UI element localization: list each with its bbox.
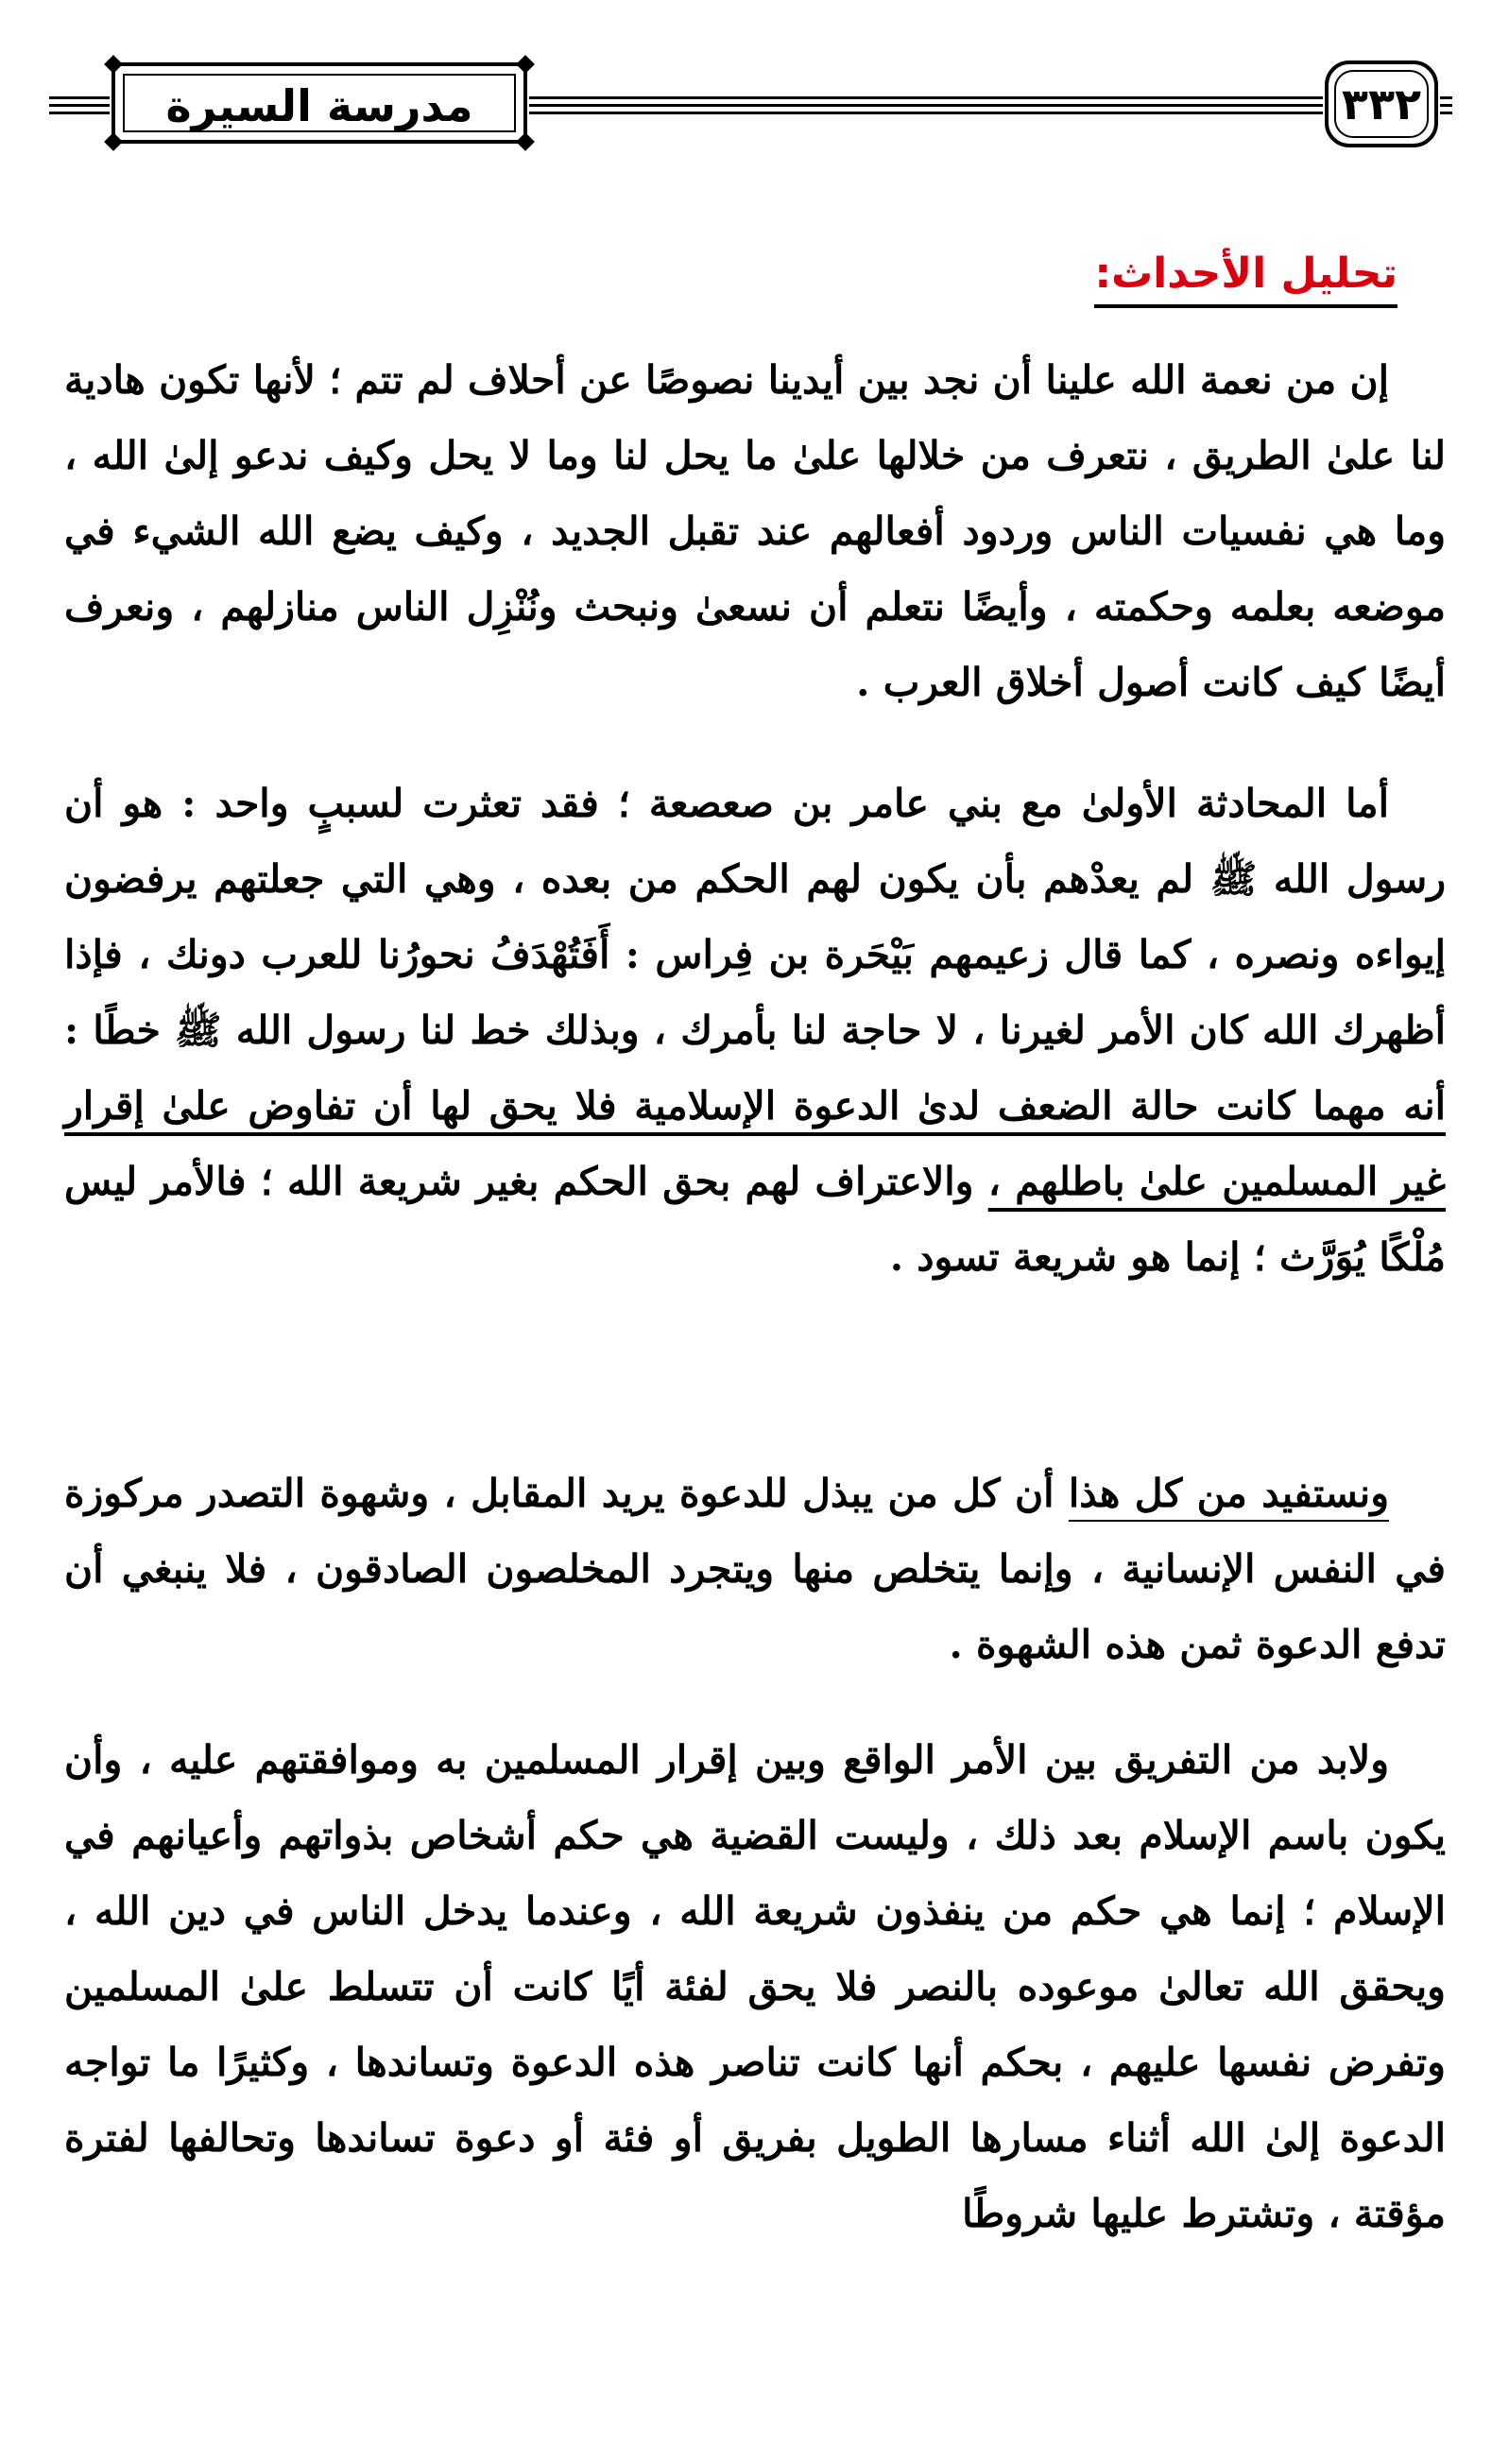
header-rule: [49, 112, 110, 114]
paragraph-text: [64, 1722, 1446, 2251]
paragraph-text: [64, 342, 1446, 720]
paragraph-text-run: ولابد من التفريق بين الأمر الواقع وبين إقرار المسلمين به وموافقتهم عليه ، وأن يكون باسم الإسلام بعد ذلك ، وليست القضية هي حكم أشخاص بذواتهم وأعيانهم في الإسلام ؛ إنما هي حكم من ينفذون شريعة الله ، وعندما يدخل الناس في دين الله ، ويحقق الله تعالىٰ موعوده بالنصر فلا يحق لفئة أيًا كانت أن تتسلط علىٰ المسلمين وتفرض نفسها عليهم ، بحكم أنها كانت تناصر هذه الدعوة وتساندها ، وكثيرًا ما تواجه الدعوة إلىٰ الله أثناء مسارها الطويل بفريق أو فئة أو دعوة تساندها وتحالفها لفترة مؤقتة ، وتشترط عليها شروطًا: [64, 1737, 1446, 2236]
book-title: مدرسة السيرة: [165, 80, 473, 131]
book-title-frame: [111, 62, 527, 144]
header-rule: [1440, 112, 1452, 114]
header-rule: [1440, 96, 1452, 99]
page-number: ٣٣٢: [1341, 78, 1422, 129]
paragraph-text: [64, 1456, 1446, 1682]
ornament-icon: [516, 132, 535, 151]
ornament-icon: [516, 55, 535, 74]
paragraph-text-run: أما المحادثة الأولىٰ مع بني عامر بن صعصعة ؛ فقد تعثرت لسببٍ واحد : هو أن رسول الله ﷺ لم يعدْهم بأن يكون لهم الحكم من بعده ، وهي التي جعلتهم يرفضون إيواءه ونصره ، كما قال زعيمهم بَيْحَرة بن فِراس : أَفَتُهْدَفُ نحورُنا للعرب دونك ، فإذا أظهرك الله كان الأمر لغيرنا ، لا حاجة لنا بأمرك ، وبذلك خط لنا رسول الله ﷺ خطًا :: [64, 781, 1446, 1053]
page-header: [49, 59, 1452, 153]
header-rule: [529, 104, 1323, 107]
paragraph-text-run: إن من نعمة الله علينا أن نجد بين أيدينا نصوصًا عن أحلاف لم تتم ؛ لأنها تكون هادية لنا علىٰ الطريق ، نتعرف من خلالها علىٰ ما يحل لنا وما لا يحل وكيف ندعو إلىٰ الله ، وما هي نفسيات الناس وردود أفعالهم عند تقبل الجديد ، وكيف يضع الله الشيء في موضعه بعلمه وحكمته ، وأيضًا نتعلم أن نسعىٰ ونبحث ونُنْزِل الناس منازلهم ، ونعرف أيضًا كيف كانت أصول أخلاق العرب .: [64, 357, 1446, 705]
paragraph-1: [64, 342, 1446, 720]
underlined-text: أنه مهما كانت حالة الضعف لدىٰ الدعوة الإسلامية فلا يحق لها أن تفاوض علىٰ إقرار غير المسلمين علىٰ باطلهم ،: [64, 1083, 1446, 1204]
paragraph-2: [64, 766, 1446, 1295]
header-rule: [529, 112, 1323, 114]
paragraph-text-run: أن كل من يبذل للدعوة يريد المقابل ، وشهوة التصدر مركوزة في النفس الإنسانية ، وإنما يتخلص منها ويتجرد المخلصون الصادقون ، فلا ينبغي أن تدفع الدعوة ثمن هذه الشهوة .: [64, 1471, 1446, 1667]
paragraph-3: [64, 1456, 1446, 1682]
header-rule: [49, 96, 110, 99]
paragraph-text-run: والاعتراف لهم بحق الحكم بغير شريعة الله ؛ فالأمر ليس مُلْكًا يُوَرَّث ؛ إنما هو شريعة تسود .: [64, 1159, 1446, 1280]
header-rule: [49, 104, 110, 107]
underlined-text: ونستفيد من كل هذا: [1068, 1471, 1389, 1516]
paragraph-4: [64, 1722, 1446, 2251]
section-heading: تحليل الأحداث:: [1094, 248, 1398, 308]
ornament-icon: [104, 132, 123, 151]
header-rule: [1440, 104, 1452, 107]
header-rule: [529, 96, 1323, 99]
ornament-icon: [104, 55, 123, 74]
paragraph-text: [64, 766, 1446, 1295]
page-number-frame: [1325, 60, 1438, 147]
